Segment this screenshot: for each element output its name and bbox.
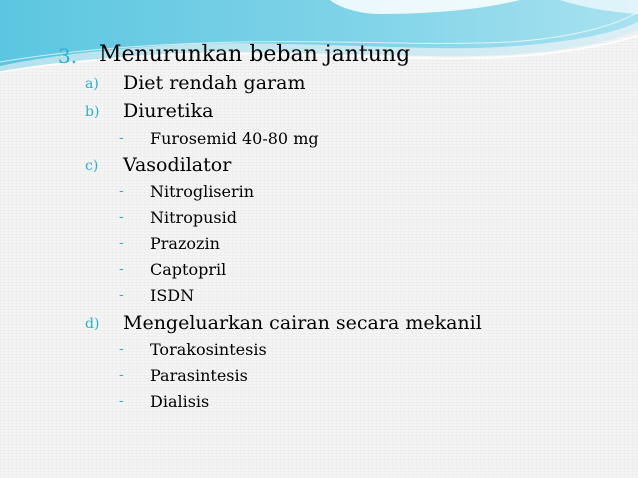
list-marker: c): [85, 158, 99, 174]
dash-marker: -: [119, 341, 124, 357]
list-marker: d): [85, 316, 100, 332]
dash-marker: -: [119, 393, 124, 409]
list-marker: b): [85, 104, 100, 120]
dash-marker: -: [119, 209, 124, 225]
sub-list-item-text: ISDN: [150, 286, 195, 305]
sub-list-item-text: Dialisis: [150, 392, 210, 411]
dash-marker: -: [119, 287, 124, 303]
list-marker: a): [85, 76, 99, 92]
dash-marker: -: [119, 261, 124, 277]
sub-list-item-text: Nitropusid: [150, 208, 237, 227]
dash-marker: -: [119, 130, 124, 146]
sub-list-item-text: Prazozin: [150, 234, 220, 253]
list-item-text: Diet rendah garam: [123, 72, 306, 94]
dash-marker: -: [119, 183, 124, 199]
sub-list-item-text: Parasintesis: [150, 366, 248, 385]
heading-text: Menurunkan beban jantung: [99, 42, 411, 67]
dash-marker: -: [119, 235, 124, 251]
heading-number: 3.: [58, 44, 78, 68]
sub-list-item-text: Torakosintesis: [150, 340, 267, 359]
list-item-text: Diuretika: [123, 100, 214, 122]
sub-list-item-text: Captopril: [150, 260, 227, 279]
sub-list-item-text: Furosemid 40-80 mg: [150, 129, 319, 148]
sub-list-item-text: Nitrogliserin: [150, 182, 255, 201]
list-item-text: Mengeluarkan cairan secara mekanil: [123, 312, 482, 334]
list-item-text: Vasodilator: [123, 154, 232, 176]
dash-marker: -: [119, 367, 124, 383]
